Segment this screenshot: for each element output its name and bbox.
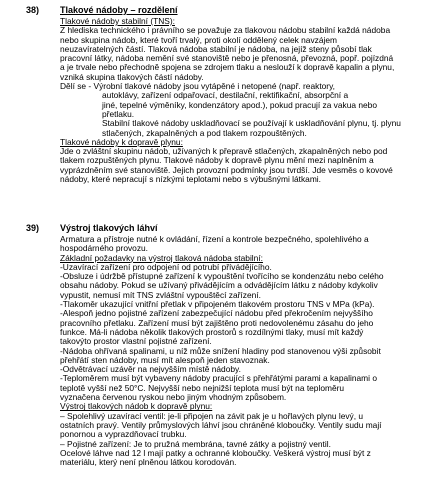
- text-line: vyprázdněním své stanoviště. Jejich provozní podmínky jsou tvrdší. Jde vesměs o kovové: [60, 164, 393, 175]
- text-line: tlakem rozpuštěných plynu. Tlakové nádoby k dopravě plynu mění mezi naplněním a: [60, 155, 374, 166]
- text-line: Jde o zvláštní skupinu nádob, užívaných k přepravě stlačených, zkapalněných nebo pod: [60, 146, 388, 157]
- text-line: a je trvale nebo přechodně spojena se zdrojem tlaku a neslouží k dopravě kapalin a plynu,: [60, 62, 395, 73]
- text-line: ponornou a vyprazdňovací trubku.: [60, 429, 187, 440]
- text-line: -Nádoba ohřívaná spalinami, u níž může snížení hladiny pod stanovenou výši způsobit: [60, 345, 381, 356]
- subheading: Základní požadavky na výstroj tlaková nádoba stabilní:: [60, 252, 263, 263]
- text-line: -Odvětrávací uzávěr na nejvyšším místě nádoby.: [60, 364, 241, 375]
- text-line: -Obsluze i údržbě přístupné zařízení k vypouštění tvořícího se kondenzátu nebo celého: [60, 271, 384, 282]
- text-line: takovýto prostor vlastní pojistné zařízení.: [60, 336, 212, 347]
- section-title: Tlakové nádoby – rozdělení: [60, 5, 178, 15]
- text-line: autoklávy, zařízení odpařovací, destilační, rektifikační, absorpční a: [102, 90, 349, 101]
- text-line: -Alespoň jedno pojistné zařízení zabezpečující nádobu před překročením nejvyššího: [60, 308, 373, 319]
- text-line: ostatních pravý. Ventily průmyslových láhví jsou chráněné kloboučky. Ventily sudu mají: [60, 419, 382, 430]
- text-line: materiálu, který není plněnou látkou korodován.: [60, 457, 237, 468]
- text-line: teplotě vyšší než 50°C. Nejvyšší nebo nejnižší teplota musí být na teploměru: [60, 382, 345, 393]
- text-line: neuzavíratelných částí. Tlaková nádoba stabilní je nádoba, na jejíž steny působí tlak: [60, 43, 372, 54]
- section-number: 38): [26, 5, 40, 15]
- text-line: hospodárného provozu.: [60, 243, 149, 254]
- text-line: funkce. Má-li nádoba několik tlakových prostorů s rozdílnými tlaky, musí mít každý: [60, 326, 364, 337]
- text-line: obsahu nádoby. Pokud se užívaný přivádějícím a odvádějícím látku z nádoby kdykoliv: [60, 280, 378, 291]
- text-line: vyznačena červenou ryskou nebo jiným vhodným způsobem.: [60, 392, 287, 403]
- text-line: přetlaku.: [102, 108, 135, 119]
- text-line: – Spolehlivý uzavírací ventil: je-li připojen na závit pak je u hořlavých plynu levý, u: [60, 410, 364, 421]
- subheading: Výstroj tlakových nádob k dopravě plynu:: [60, 401, 213, 412]
- section-number: 39): [26, 223, 40, 233]
- text-line: nebo skupina nádob, které tvoří trvalý, proti okolí oddělený celek navzájem: [60, 34, 337, 45]
- text-line: pracovní látky, nádoba nemění své stanoviště nebo je přenosná, převozná, popř. pojízdná: [60, 53, 394, 64]
- subheading: Tlakové nádoby stabilní (TNS):: [60, 16, 175, 26]
- text-line: přehřátí sten nádoby, musí mít alespoň jeden stavoznak.: [60, 354, 270, 365]
- section-body: [60, 235, 428, 467]
- text-line: Dělí se - Výrobní tlakové nádoby jsou vytápěné i netopené (např. reaktory,: [60, 81, 335, 92]
- text-line: vypustit, nemusí mít TNS zvláštní vypouštěcí zařízení.: [60, 289, 261, 300]
- text-line: -Teploměrem musí být vybaveny nádoby pracující s přehřátými parami a kapalinami o: [60, 373, 377, 384]
- section-title: Výstroj tlakových láhví: [60, 223, 158, 233]
- text-line: Armatura a přístroje nutné k ovládání, řízení a kontrole bezpečného, spolehlivého a: [60, 234, 369, 244]
- text-line: – Pojistné zařízení: Je to pružná membrána, tavné zátky a pojistný ventil.: [60, 438, 331, 449]
- text-line: vzniká skupina tlakových částí nádoby.: [60, 71, 204, 82]
- text-line: -Tlakoměr ukazující vnitřní přetlak v připojeném tlakovém prostoru TNS v MPa (kPa).: [60, 299, 375, 310]
- text-line: pracovního přetlaku. Zařízení musí být zajištěno proti nedovolenému zásahu do jeho: [60, 317, 374, 328]
- section-body: [60, 17, 428, 184]
- text-line: Stabilní tlakové nádoby uskladňovací se používají k uskladňování plynu, tj. plynu: [102, 118, 401, 129]
- text-line: Ocelové láhve nad 12 l mají patky a ochranné kloboučky. Veškerá výstroj musí být z: [60, 447, 371, 458]
- text-line: jiné, tepelné výměníky, kondenzátory apod.), pokud pracují za vakua nebo: [102, 99, 377, 110]
- text-line: stlačených, zkapalněných a pod tlakem rozpouštěných.: [102, 127, 307, 138]
- text-line: nádoby, které nepracují s nízkými teplotami nebo s výbušnými látkami.: [60, 174, 321, 185]
- text-line: Z hlediska technického i právního se považuje za tlakovou nádobu stabilní každá nádoba: [60, 25, 391, 36]
- text-line: -Uzavírací zařízení pro odpojení od potrubí přívádějícího.: [60, 261, 272, 272]
- subheading: Tlakové nádoby k dopravě plynu:: [60, 136, 183, 147]
